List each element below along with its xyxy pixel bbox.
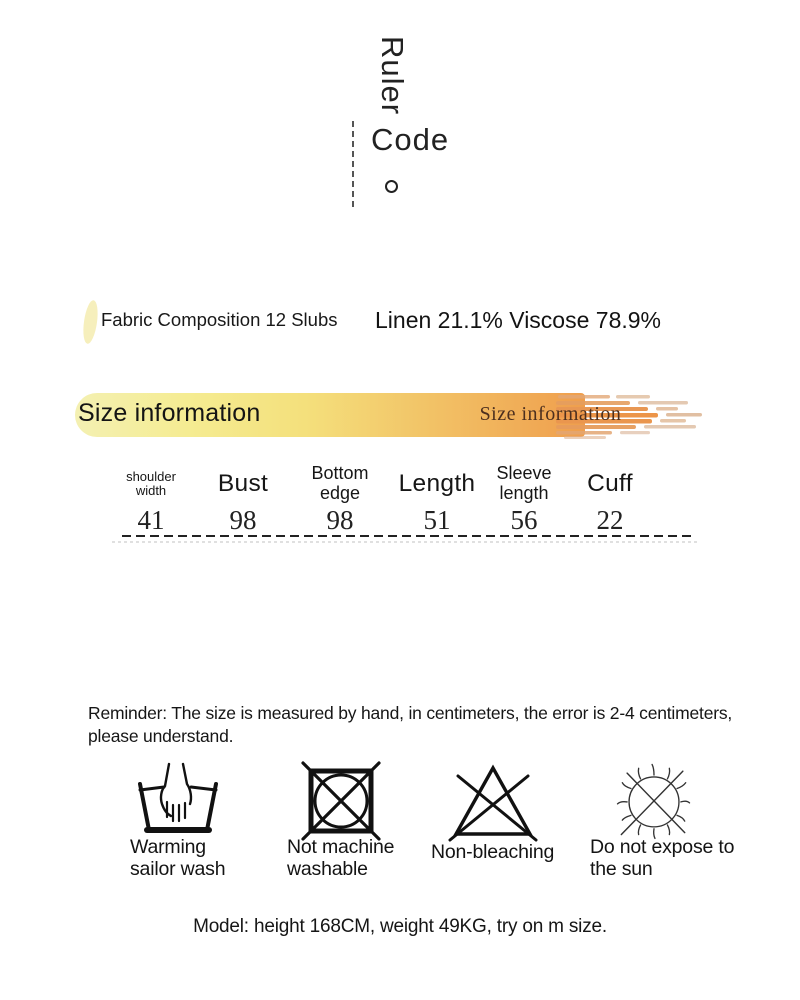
no-machine-wash-icon (297, 757, 385, 845)
size-column-header: Sleeve length (496, 463, 552, 503)
dashed-divider-line (352, 121, 354, 207)
code-label: Code (371, 122, 450, 157)
size-information-subtitle: Size information (479, 403, 622, 425)
no-bleach-icon (444, 760, 542, 842)
yellow-brush-mark (81, 299, 100, 344)
ruler-vertical-label: Ruler (375, 36, 410, 116)
fabric-composition-label: Fabric Composition 12 Slubs (101, 309, 338, 330)
size-column-header: Cuff (587, 469, 633, 497)
model-info-text: Model: height 168CM, weight 49KG, try on m size. (193, 916, 607, 937)
care-label-hand-wash: Warming sailor wash (130, 836, 226, 881)
care-label-no-sun: Do not expose to the sun (590, 836, 735, 881)
size-value: 22 (596, 505, 624, 535)
size-value: 41 (137, 505, 165, 535)
size-column-header: shoulder width (126, 468, 176, 498)
table-dotted-underline (112, 541, 698, 543)
no-sun-icon (606, 752, 702, 848)
hand-wash-icon (131, 760, 227, 836)
ring-mark-icon (385, 180, 398, 193)
size-column-header: Bottom edge (311, 463, 369, 503)
care-label-no-bleach: Non-bleaching (431, 841, 555, 863)
size-value: 98 (326, 505, 354, 535)
size-column-header: Bust (217, 469, 269, 497)
size-column-header: Length (398, 469, 476, 497)
size-value: 98 (229, 505, 257, 535)
fabric-composition-value: Linen 21.1% Viscose 78.9% (375, 307, 661, 333)
size-information-title: Size information (78, 399, 261, 427)
size-value: 56 (510, 505, 538, 535)
care-label-no-machine-wash: Not machine washable (287, 836, 395, 881)
table-dashed-underline (122, 535, 692, 537)
size-value: 51 (423, 505, 451, 535)
size-reminder-text: Reminder: The size is measured by hand, in centimeters, the error is 2-4 centimeters, please understand. (88, 703, 733, 747)
